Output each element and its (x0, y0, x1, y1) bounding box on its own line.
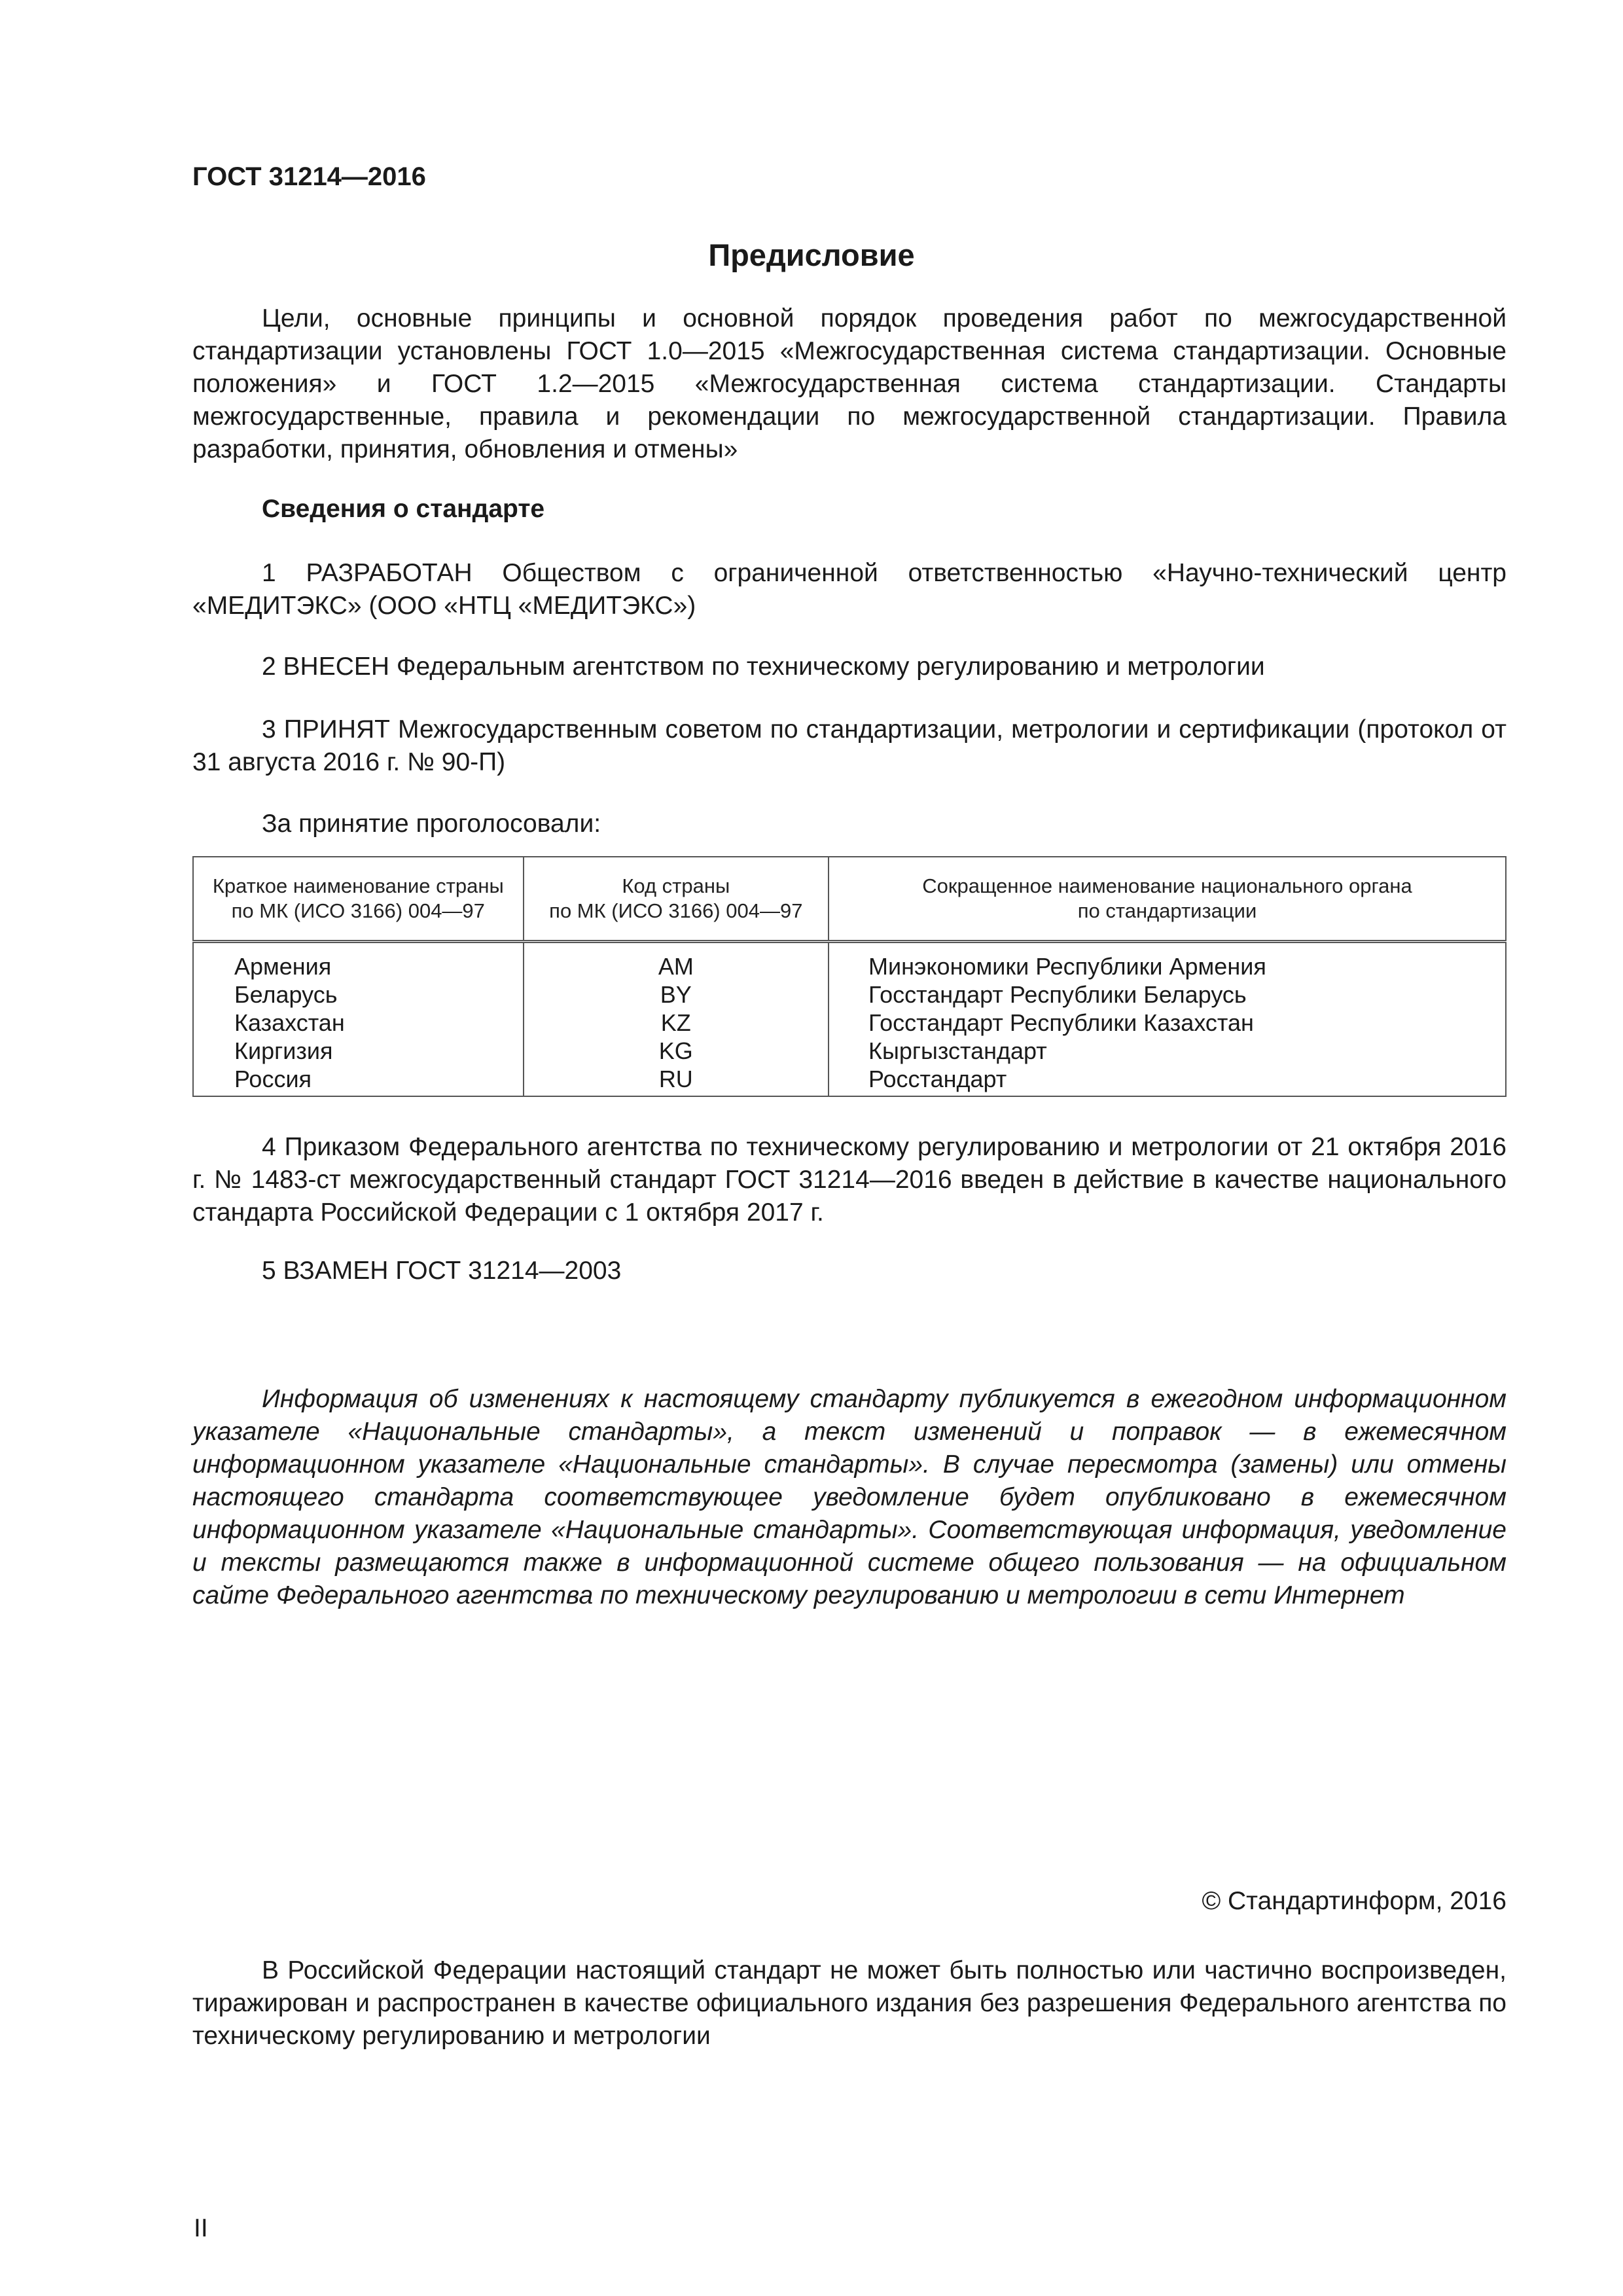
table-header-row (193, 857, 1506, 942)
table-row (193, 1065, 1506, 1096)
vote-caption: За принятие проголосовали: (262, 810, 601, 838)
country-code: KZ (524, 1009, 829, 1037)
item-adopted: 3 ПРИНЯТ Межгосударственным советом по стандартизации, метрологии и сертификации (протокол от 31 августа 2016 г. № 90-П) (192, 715, 1507, 776)
voting-table (192, 856, 1507, 1097)
column-header-code: Код страны по МК (ИСО 3166) 004—97 (524, 857, 829, 942)
country-name: Армения (193, 942, 524, 981)
table-row (193, 942, 1506, 981)
item-developed: 1 РАЗРАБОТАН Обществом с ограниченной ответственностью «Научно-технический центр «МЕДИТЭКС» (ООО «НТЦ «МЕДИТЭКС») (192, 559, 1507, 620)
country-name: Казахстан (193, 1009, 524, 1037)
copyright-notice: © Стандартинформ, 2016 (1202, 1887, 1507, 1915)
section-heading: Сведения о стандарте (262, 495, 545, 523)
column-header-body: Сокращенное наименование национального органа по стандартизации (829, 857, 1506, 942)
standards-body: Кыргызстандарт (829, 1037, 1506, 1065)
page-title: Предисловие (708, 238, 915, 272)
item-submitted: 2 ВНЕСЕН Федеральным агентством по техническому регулированию и метрологии (262, 653, 1265, 681)
country-code: RU (524, 1065, 829, 1096)
country-name: Беларусь (193, 980, 524, 1009)
page-number: II (194, 2214, 208, 2242)
country-name: Киргизия (193, 1037, 524, 1065)
item-replaces: 5 ВЗАМЕН ГОСТ 31214—2003 (262, 1257, 622, 1285)
table-row (193, 1037, 1506, 1065)
column-header-country: Краткое наименование страны по МК (ИСО 3166) 004—97 (193, 857, 524, 942)
country-code: AM (524, 942, 829, 981)
reproduction-rights-notice: В Российской Федерации настоящий стандарт не может быть полностью или частично воспроизведен, тиражирован и распространен в качестве официального издания без разрешения Федерального агентства по техническому регулированию и метрологии (192, 1956, 1507, 2050)
country-name: Россия (193, 1065, 524, 1096)
standards-body: Минэкономики Республики Армения (829, 942, 1506, 981)
standards-body: Госстандарт Республики Казахстан (829, 1009, 1506, 1037)
standards-body: Госстандарт Республики Беларусь (829, 980, 1506, 1009)
country-code: BY (524, 980, 829, 1009)
item-enacted: 4 Приказом Федерального агентства по техническому регулированию и метрологии от 21 октября 2016 г. № 1483-ст межгосударственный стандарт ГОСТ 31214—2016 введен в действие в качестве национального стандарта Российской Федерации с 1 октября 2017 г. (192, 1133, 1507, 1227)
intro-paragraph: Цели, основные принципы и основной порядок проведения работ по межгосударственной стандартизации установлены ГОСТ 1.0—2015 «Межгосударственная система стандартизации. Основные положения» и ГОСТ 1.2—2015 «Межгосударственная система стандартизации. Стандарты межгосударственные, правила и рекомендации по межгосударственной стандартизации. Правила разработки, принятия, обновления и отмены» (192, 304, 1507, 463)
document-code: ГОСТ 31214—2016 (192, 162, 426, 191)
country-code: KG (524, 1037, 829, 1065)
table-row (193, 980, 1506, 1009)
standards-body: Росстандарт (829, 1065, 1506, 1096)
table-row (193, 1009, 1506, 1037)
changes-information-note: Информация об изменениях к настоящему стандарту публикуется в ежегодном информационном указателе «Национальные стандарты», а текст изменений и поправок — в ежемесячном информационном указателе «Национальные стандарты». В случае пересмотра (замены) или отмены настоящего стандарта соответствующее уведомление будет опубликовано в ежемесячном информационном указателе «Национальные стандарты». Соответствующая информация, уведомление и тексты размещаются также в информационной системе общего пользования — на официальном сайте Федерального агентства по техническому регулированию и метрологии в сети Интернет (192, 1385, 1507, 1609)
